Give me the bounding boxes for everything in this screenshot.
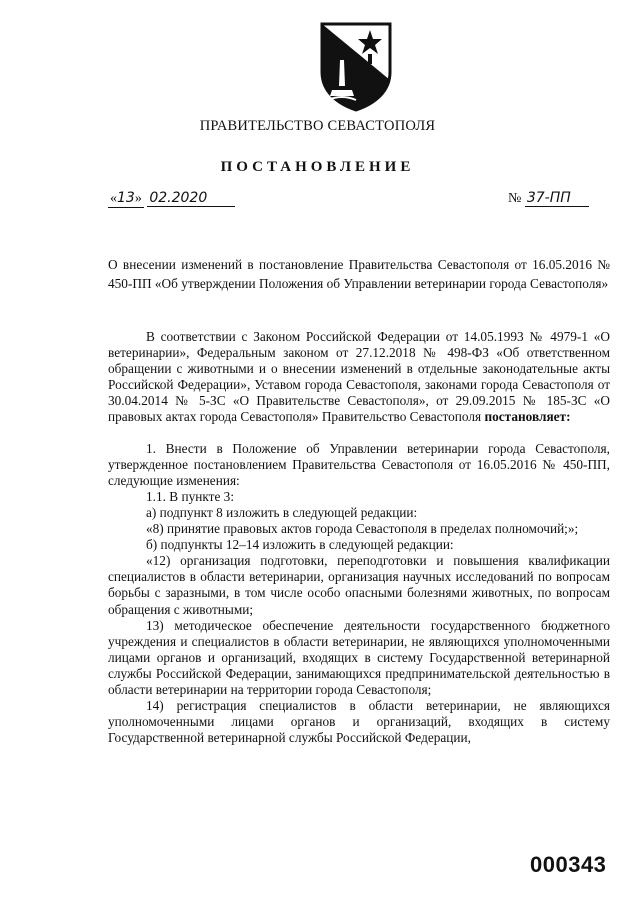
government-title: ПРАВИТЕЛЬСТВО СЕВАСТОПОЛЯ [199,118,436,134]
document-date [108,190,235,208]
preamble-text: В соответствии с Законом Российской Федерации от 14.05.1993 № 4979-1 «О ветеринарии», Федеральным законом от 27.12.2018 № 498-ФЗ «Об ответственном обращении с животными и о внесении изменений в отдельные законодательные акты Российской Федерации», Уставом города Севастополя, законами города Севастополя от 30.04.2014 № 5-ЗС «О Правительстве Севастополя», от 29.09.2015 № 185-ЗС «О правовых актах города Севастополя» Правительство Севастополя [108,329,610,425]
paragraph-item: а) подпункт 8 изложить в следующей редакции: [146,504,418,520]
paragraph-item: 1. Внести в Положение об Управлении ветеринарии города Севастополя, утвержденное постановлением Правительства Севастополя от 16.05.2016 № 450-ПП, следующие изменения: [108,440,610,488]
coat-of-arms-icon [318,20,394,112]
paragraph-item: «12) организация подготовки, переподготовки и повышения квалификации специалистов в области ветеринарии, организация научных исследований по вопросам борьбы с заразными, в том числе особо опасными болезнями животных, по вопросам обращения с животными; [108,553,610,617]
serial-number: 000343 [530,852,607,877]
document-subject: О внесении изменений в постановление Правительства Севастополя от 16.05.2016 № 450-ПП «Об утверждении Положения об Управлении ветеринарии города Севастополя» [108,257,610,291]
paragraph-item: б) подпункты 12–14 изложить в следующей редакции: [146,537,454,553]
date-month-year: 02.2020 [147,190,235,207]
paragraph-item: 1.1. В пункте 3: [146,488,235,504]
document-body [108,329,610,746]
date-day-field [108,190,144,208]
paragraph-item: «8) принятие правовых актов города Севастополя в пределах полномочий;»; [146,521,579,537]
preamble-paragraph [108,329,610,426]
preamble-keyword: постановляет: [484,409,571,425]
date-close-quote: » [134,191,142,206]
document-number [508,190,589,207]
date-day: 13 [117,190,135,206]
paragraph-item: 13) методическое обеспечение деятельности государственного бюджетного учреждения и специалистов в области ветеринарии, не являющихся уполномоченными лицами органов и организаций, входящих в систему Государственной ветеринарной службы Российской Федерации, занимающихся предпринимательской деятельностью в области ветеринарии на территории города Севастополя; [108,617,610,697]
paragraph-item: 14) регистрация специалистов в области ветеринарии, не являющихся уполномоченными лицами органов и организаций, входящих в систему Государственной ветеринарной службы Российской Федерации, [108,698,610,746]
date-open-quote: « [110,191,117,206]
number-sign: № [508,191,522,206]
document-type: ПОСТАНОВЛЕНИЕ [220,159,415,175]
number-value: 37-ПП [525,190,589,207]
